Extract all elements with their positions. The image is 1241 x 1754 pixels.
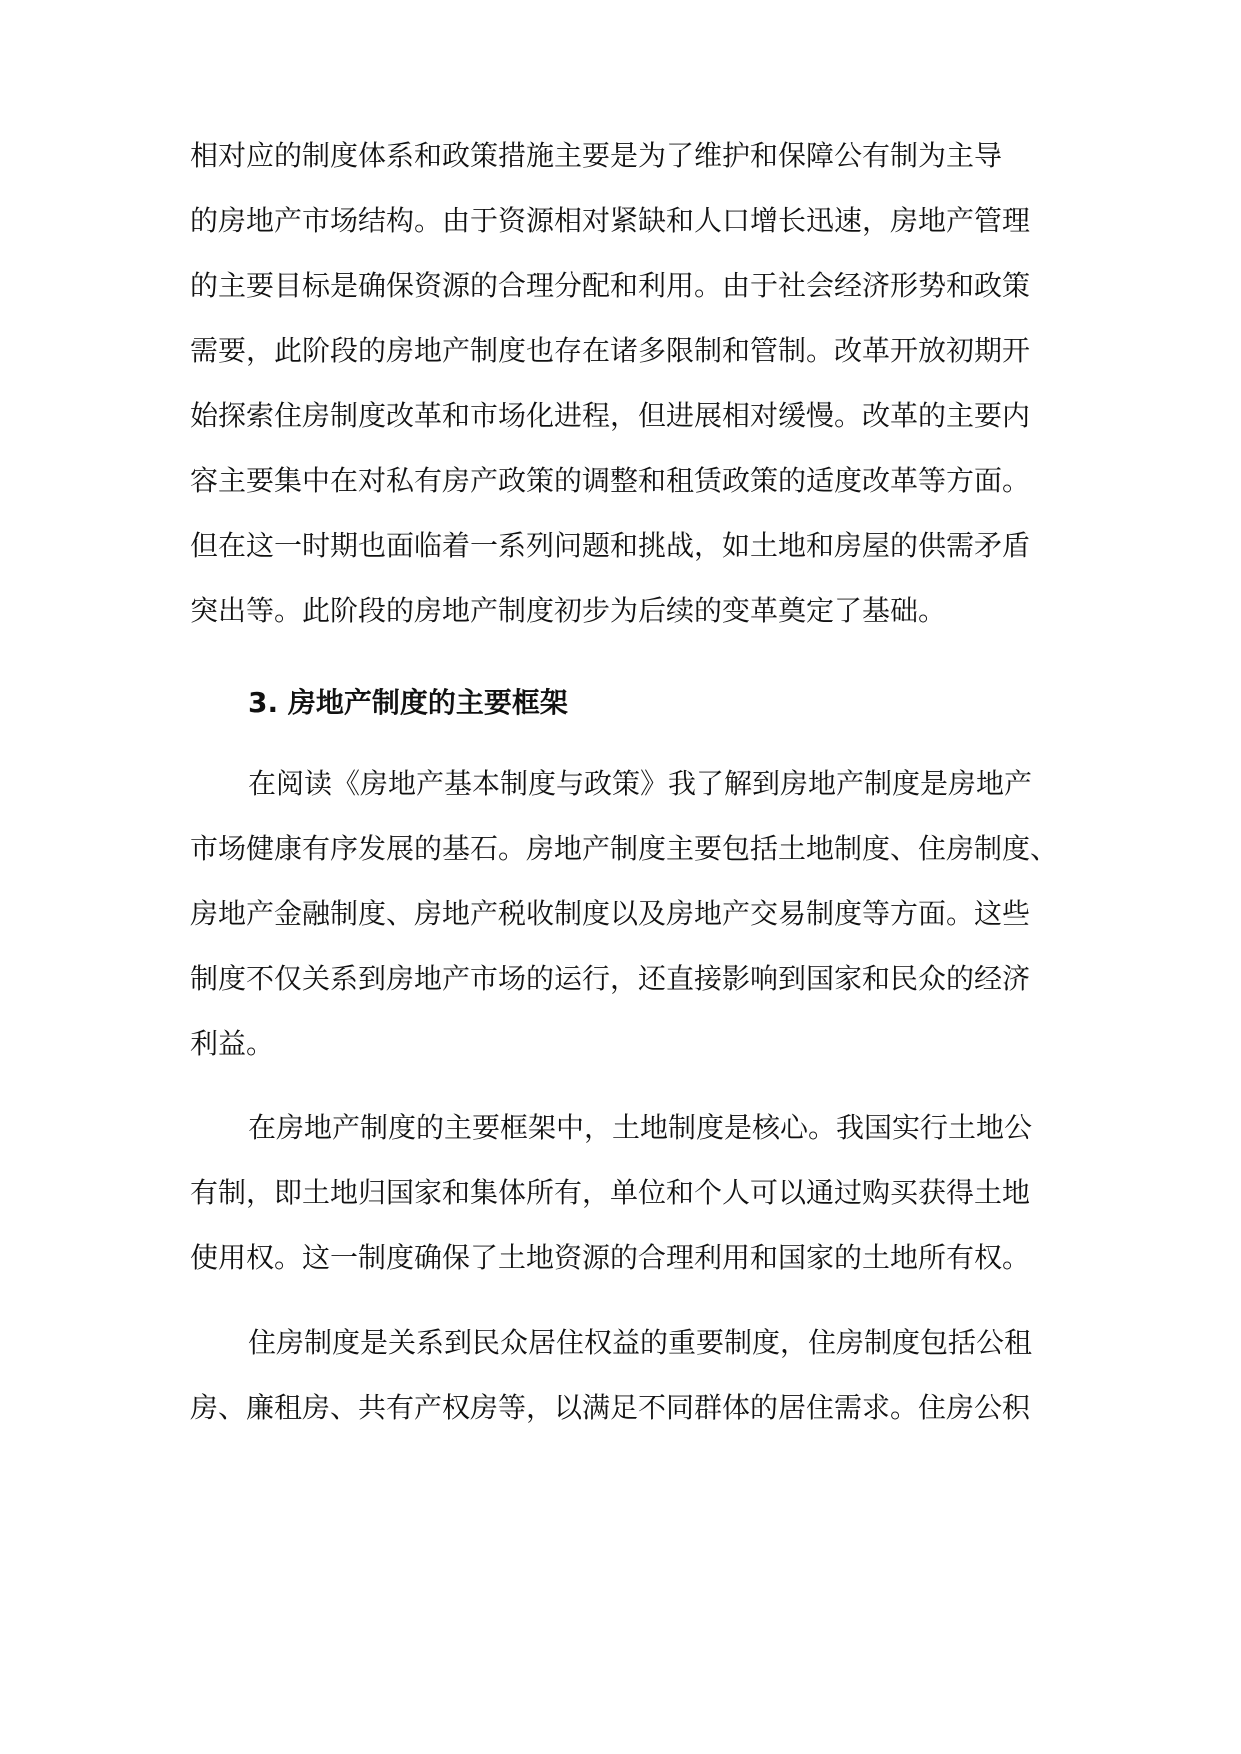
text-line: 的主要目标是确保资源的合理分配和利用。由于社会经济形势和政策 bbox=[190, 269, 1031, 302]
text-line: 市场健康有序发展的基石。房地产制度主要包括土地制度、住房制度、 bbox=[190, 832, 1059, 865]
text-line: 有制，即土地归国家和集体所有，单位和个人可以通过购买获得土地 bbox=[190, 1176, 1031, 1209]
text-line: 突出等。此阶段的房地产制度初步为后续的变革奠定了基础。 bbox=[190, 594, 947, 627]
section-heading: 3. 房地产制度的主要框架 bbox=[248, 686, 568, 719]
text-line: 相对应的制度体系和政策措施主要是为了维护和保障公有制为主导 bbox=[190, 139, 1003, 172]
text-line: 利益。 bbox=[190, 1027, 275, 1060]
text-line: 房、廉租房、共有产权房等，以满足不同群体的居住需求。住房公积 bbox=[190, 1391, 1031, 1424]
text-line: 的房地产市场结构。由于资源相对紧缺和人口增长迅速，房地产管理 bbox=[190, 204, 1031, 237]
text-line: 在阅读《房地产基本制度与政策》我了解到房地产制度是房地产 bbox=[248, 767, 1033, 800]
text-line: 使用权。这一制度确保了土地资源的合理利用和国家的土地所有权。 bbox=[190, 1241, 1031, 1274]
text-line: 容主要集中在对私有房产政策的调整和租赁政策的适度改革等方面。 bbox=[190, 464, 1031, 497]
text-line: 制度不仅关系到房地产市场的运行，还直接影响到国家和民众的经济 bbox=[190, 962, 1031, 995]
text-line: 但在这一时期也面临着一系列问题和挑战，如土地和房屋的供需矛盾 bbox=[190, 529, 1031, 562]
text-line: 在房地产制度的主要框架中，土地制度是核心。我国实行土地公 bbox=[248, 1111, 1033, 1144]
text-line: 住房制度是关系到民众居住权益的重要制度，住房制度包括公租 bbox=[248, 1326, 1033, 1359]
text-line: 始探索住房制度改革和市场化进程，但进展相对缓慢。改革的主要内 bbox=[190, 399, 1031, 432]
text-line: 房地产金融制度、房地产税收制度以及房地产交易制度等方面。这些 bbox=[190, 897, 1031, 930]
text-line: 需要，此阶段的房地产制度也存在诸多限制和管制。改革开放初期开 bbox=[190, 334, 1031, 367]
